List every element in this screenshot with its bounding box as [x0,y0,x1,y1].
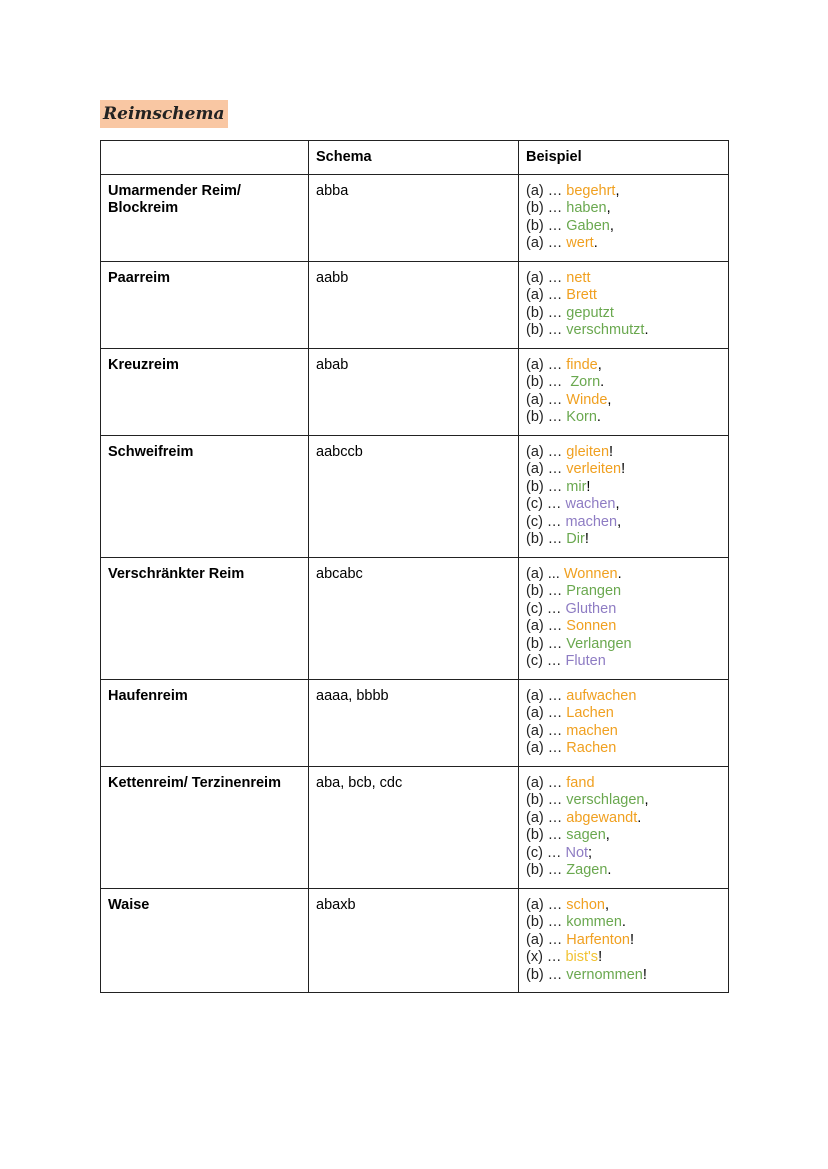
line-punctuation: , [617,513,622,530]
table-row [101,261,729,348]
example-line [526,531,721,549]
line-punctuation: , [605,827,610,843]
line-label: (b) … [526,531,567,547]
rhyme-name: Kettenreim/ Terzinenreim [101,766,309,888]
rhyme-word: Sonnen [566,618,617,634]
line-punctuation: , [615,182,620,199]
table-row [101,679,729,766]
rhyme-word: machen [565,513,618,530]
example-line [526,705,721,723]
rhyme-word: kommen [566,914,622,930]
line-punctuation: . [593,235,598,251]
rhyme-word: fand [566,774,595,791]
example-line [526,601,721,619]
line-label: (a) … [526,235,567,251]
example-line [526,914,721,932]
line-label: (b) … [526,792,567,808]
line-punctuation: ! [621,461,626,477]
line-label: (a) … [526,182,567,199]
line-label: (a) … [526,356,567,373]
rhyme-word: Brett [566,287,597,303]
rhyme-word: verleiten [566,461,622,477]
example-line [526,897,721,915]
rhyme-word: Gluthen [565,600,617,617]
example-line [526,357,721,375]
rhyme-word: wert [566,235,594,251]
page-title: Reimschema [100,100,228,128]
example-line [526,810,721,828]
rhyme-name: Haufenreim [101,679,309,766]
line-punctuation: , [609,217,614,234]
line-label: (c) … [526,496,566,512]
example-line [526,514,721,532]
rhyme-schema: aabccb [309,435,519,557]
rhyme-word: haben [566,200,607,216]
example-line [526,270,721,288]
line-label: (b) … [526,409,567,425]
rhyme-example [519,766,729,888]
line-punctuation: ! [642,966,647,983]
line-punctuation: , [597,356,602,373]
example-line [526,392,721,410]
rhyme-word: vernommen [566,966,643,983]
rhyme-example [519,888,729,993]
line-label: (b) … [526,322,567,338]
line-punctuation: . [607,862,612,878]
line-label: (b) … [526,200,567,216]
rhyme-word: sagen [566,827,606,843]
rhyme-word: gleiten [566,443,610,460]
example-line [526,322,721,340]
line-label: (b) … [526,304,567,321]
rhyme-name: Paarreim [101,261,309,348]
line-label: (b) … [526,217,567,234]
line-label: (a) … [526,391,567,408]
rhyme-example [519,435,729,557]
line-label: (c) … [526,844,566,861]
rhyme-name: Verschränkter Reim [101,557,309,679]
example-line [526,792,721,810]
rhyme-word: Zagen [566,862,608,878]
line-label: (b) … [526,862,567,878]
header-empty [101,141,309,175]
rhyme-schema: aba, bcb, cdc [309,766,519,888]
line-punctuation: . [644,322,649,338]
example-line [526,688,721,706]
rhyme-word: bist's [565,949,599,965]
example-line [526,444,721,462]
rhyme-schema: abcabc [309,557,519,679]
rhyme-schema: abaxb [309,888,519,993]
line-label: (a) … [526,287,567,303]
example-line [526,618,721,636]
rhyme-word: Not [565,844,589,861]
rhyme-word: Winde [566,391,608,408]
table-row [101,888,729,993]
rhyme-scheme-table [100,140,729,993]
line-punctuation: , [604,896,610,913]
line-label: (c) … [526,600,566,617]
line-label: (a) … [526,461,567,477]
rhyme-word: verschlagen [566,792,645,808]
table-row [101,348,729,435]
line-punctuation: . [637,809,642,826]
line-label: (a) … [526,705,567,721]
rhyme-word: verschmutzt [566,322,645,338]
example-line [526,235,721,253]
example-line [526,479,721,497]
rhyme-word: Lachen [566,705,614,721]
line-punctuation: . [617,565,622,582]
rhyme-word: schon [566,896,605,913]
line-label: (b) … [526,583,567,599]
line-label: (a) … [526,774,567,791]
line-punctuation: ! [586,478,591,495]
line-punctuation: ! [629,931,634,948]
rhyme-word: Korn [566,409,597,425]
line-label: (a) … [526,687,567,704]
line-punctuation: ! [584,531,589,547]
line-punctuation: ; [588,844,593,861]
rhyme-schema: aaaa, bbbb [309,679,519,766]
line-label: (c) … [526,653,566,669]
rhyme-example [519,174,729,261]
rhyme-word: Verlangen [566,635,632,652]
line-label: (a) … [526,618,567,634]
line-label: (b) … [526,827,567,843]
line-label: (b) … [526,966,567,983]
rhyme-name: Kreuzreim [101,348,309,435]
example-line [526,200,721,218]
rhyme-name: Schweifreim [101,435,309,557]
example-line [526,740,721,758]
rhyme-schema: abba [309,174,519,261]
example-line [526,305,721,323]
rhyme-word: mir [566,478,587,495]
line-label: (x) … [526,949,566,965]
example-line [526,583,721,601]
example-line [526,862,721,880]
line-label: (a) … [526,896,567,913]
line-label: (b) … [526,914,567,930]
example-line [526,287,721,305]
rhyme-word: finde [566,356,598,373]
example-line [526,653,721,671]
rhyme-example [519,348,729,435]
rhyme-word: Zorn [570,374,601,390]
rhyme-word: begehrt [566,182,616,199]
rhyme-name: Waise [101,888,309,993]
rhyme-word: Gaben [566,217,610,234]
example-line [526,845,721,863]
line-punctuation: ! [598,949,603,965]
rhyme-word: Wonnen [563,565,618,582]
header-schema: Schema [309,141,519,175]
line-punctuation: , [615,496,620,512]
example-line [526,636,721,654]
rhyme-word: Fluten [565,653,606,669]
line-label: (a) … [526,269,567,286]
line-punctuation: . [596,409,601,425]
rhyme-example [519,261,729,348]
example-line [526,374,721,392]
line-punctuation: ! [609,443,614,460]
table-header-row [101,141,729,175]
line-label: (b) … [526,478,567,495]
rhyme-example [519,679,729,766]
example-line [526,723,721,741]
rhyme-word: nett [566,269,591,286]
table-row [101,435,729,557]
line-label: (b) … [526,374,571,390]
line-label: (a) … [526,931,567,948]
line-punctuation: , [644,792,649,808]
rhyme-word: Harfenton [566,931,630,948]
rhyme-example [519,557,729,679]
line-label: (a) … [526,740,567,756]
line-label: (a) … [526,722,567,739]
example-line [526,775,721,793]
line-label: (b) … [526,635,567,652]
example-line [526,949,721,967]
rhyme-schema: aabb [309,261,519,348]
rhyme-name: Umarmender Reim/ Blockreim [101,174,309,261]
line-punctuation: . [600,374,605,390]
rhyme-word: Prangen [566,583,622,599]
table-row [101,174,729,261]
rhyme-word: aufwachen [566,687,637,704]
rhyme-word: machen [566,722,618,739]
line-punctuation: . [621,914,626,930]
example-line [526,409,721,427]
example-line [526,827,721,845]
line-punctuation: , [606,200,611,216]
rhyme-word: Rachen [566,740,617,756]
rhyme-word: Dir [566,531,585,547]
line-label: (c) … [526,513,566,530]
line-label: (a) ... [526,565,564,582]
line-label: (a) … [526,443,567,460]
example-line [526,218,721,236]
example-line [526,566,721,584]
rhyme-word: geputzt [566,304,614,321]
rhyme-word: wachen [565,496,616,512]
line-punctuation: , [607,391,612,408]
example-line [526,461,721,479]
table-body [101,174,729,993]
line-label: (a) … [526,809,567,826]
table-row [101,766,729,888]
header-beispiel: Beispiel [519,141,729,175]
example-line [526,496,721,514]
example-line [526,932,721,950]
rhyme-schema: abab [309,348,519,435]
example-line [526,967,721,985]
example-line [526,183,721,201]
table-row [101,557,729,679]
rhyme-word: abgewandt [566,809,638,826]
